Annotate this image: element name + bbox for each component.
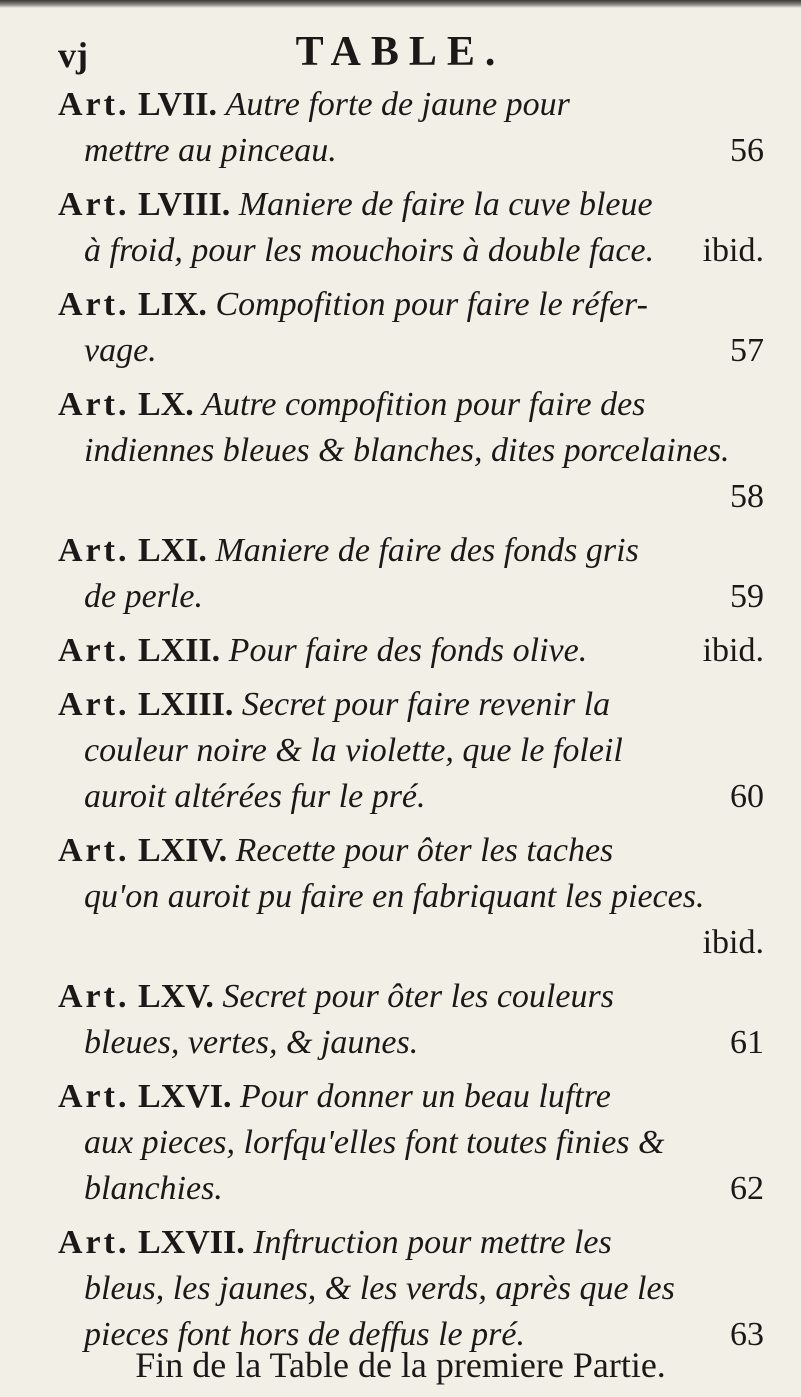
article-title-text: Compofition pour faire le réfer- [215, 286, 648, 323]
page-reference: 59 [730, 578, 764, 615]
article-label: Art. [58, 86, 130, 123]
page-reference: 58 [730, 478, 764, 515]
article-number: LIX. [137, 286, 207, 323]
article-label: Art. [58, 686, 130, 723]
toc-entry [58, 974, 764, 1066]
article-title-text: Maniere de faire la cuve bleue [238, 186, 653, 223]
article-title-text: aux pieces, lorfqu'elles font toutes finies & [84, 1124, 665, 1161]
article-label: Art. [58, 1078, 130, 1115]
article-title-text: auroit altérées fur le pré. [84, 778, 426, 815]
toc-entry [58, 82, 764, 174]
end-of-table-note: Fin de la Table de la premiere Partie. [135, 1345, 666, 1385]
toc-entry [58, 182, 764, 274]
article-label: Art. [58, 1224, 130, 1261]
article-title-text: Autre forte de jaune pour [225, 86, 570, 123]
page-reference: 57 [730, 332, 764, 369]
entry-first-line [58, 182, 764, 228]
article-title-text: à froid, pour les mouchoirs à double face. [84, 232, 655, 269]
page-header [0, 28, 801, 78]
article-label: Art. [58, 832, 130, 869]
article-title-text: couleur noire & la violette, que le foleil [84, 732, 623, 769]
article-title-text: bleus, les jaunes, & les verds, après que les [84, 1270, 675, 1307]
article-title-text: Secret pour faire revenir la [241, 686, 611, 723]
entry-continuation-line [58, 1266, 764, 1312]
article-number: LXV. [137, 978, 214, 1015]
top-rule [0, 0, 801, 8]
article-label: Art. [58, 186, 130, 223]
article-title-text: qu'on auroit pu faire en fabriquant les pieces. [84, 878, 705, 915]
article-title-text: mettre au pinceau. [84, 132, 337, 169]
article-title-text: bleues, vertes, & jaunes. [84, 1024, 419, 1061]
page-reference: 60 [730, 778, 764, 815]
entry-continuation-line [58, 728, 764, 774]
article-number: LVII. [137, 86, 218, 123]
article-number: LXIV. [137, 832, 228, 869]
entry-first-line [58, 1220, 764, 1266]
entry-continuation-line [58, 574, 764, 620]
page-reference: ibid. [702, 232, 764, 269]
folio-number: vj [58, 35, 88, 75]
toc-entry [58, 682, 764, 820]
article-title-text: vage. [84, 332, 157, 369]
page-reference: 61 [730, 1024, 764, 1061]
table-of-contents [58, 82, 764, 1366]
article-label: Art. [58, 386, 130, 423]
entry-first-line [58, 82, 764, 128]
toc-entry [58, 1220, 764, 1358]
article-title-text: Pour faire des fonds olive. [228, 632, 588, 669]
article-title-text: indiennes bleues & blanches, dites porcelaines. [84, 432, 730, 469]
page-reference: ibid. [702, 924, 764, 961]
article-title-text: Recette pour ôter les taches [235, 832, 614, 869]
entry-continuation-line [58, 874, 764, 920]
toc-entry [58, 628, 764, 674]
article-number: LXVII. [137, 1224, 245, 1261]
article-label: Art. [58, 286, 130, 323]
entry-first-line [58, 974, 764, 1020]
entry-continuation-line [58, 774, 764, 820]
article-number: LXVI. [137, 1078, 232, 1115]
entry-continuation-line [58, 328, 764, 374]
entry-continuation-line [58, 128, 764, 174]
entry-continuation-line [58, 228, 764, 274]
entry-continuation-line [58, 1166, 764, 1212]
entry-first-line [58, 1074, 764, 1120]
article-label: Art. [58, 978, 130, 1015]
article-title-text: pieces font hors de deffus le pré. [84, 1316, 525, 1353]
article-number: LX. [137, 386, 194, 423]
article-number: LXIII. [137, 686, 234, 723]
toc-entry [58, 828, 764, 966]
article-number: LVIII. [137, 186, 231, 223]
entry-first-line [58, 682, 764, 728]
article-label: Art. [58, 632, 130, 669]
entry-first-line [58, 282, 764, 328]
article-number: LXII. [137, 632, 221, 669]
toc-entry [58, 382, 764, 520]
article-title-text: Autre compofition pour faire des [202, 386, 646, 423]
entry-continuation-line [58, 1120, 764, 1166]
toc-entry [58, 1074, 764, 1212]
page-reference: 63 [730, 1316, 764, 1353]
article-title-text: Pour donner un beau luftre [240, 1078, 611, 1115]
entry-continuation-line [58, 1020, 764, 1066]
article-title-text: de perle. [84, 578, 203, 615]
toc-entry [58, 528, 764, 620]
entry-first-line [58, 628, 764, 674]
page-reference: 56 [730, 132, 764, 169]
entry-first-line [58, 528, 764, 574]
article-label: Art. [58, 532, 130, 569]
page-reference: 62 [730, 1170, 764, 1207]
article-number: LXI. [137, 532, 207, 569]
article-title-text: Secret pour ôter les couleurs [222, 978, 614, 1015]
article-title-text: blanchies. [84, 1170, 223, 1207]
entry-first-line [58, 828, 764, 874]
running-title: TABLE. [295, 29, 506, 75]
article-title-text: Inftruction pour mettre les [253, 1224, 612, 1261]
entry-continuation-line [58, 428, 764, 474]
toc-entry [58, 282, 764, 374]
page-reference: ibid. [702, 632, 764, 669]
article-title-text: Maniere de faire des fonds gris [215, 532, 639, 569]
entry-first-line [58, 382, 764, 428]
